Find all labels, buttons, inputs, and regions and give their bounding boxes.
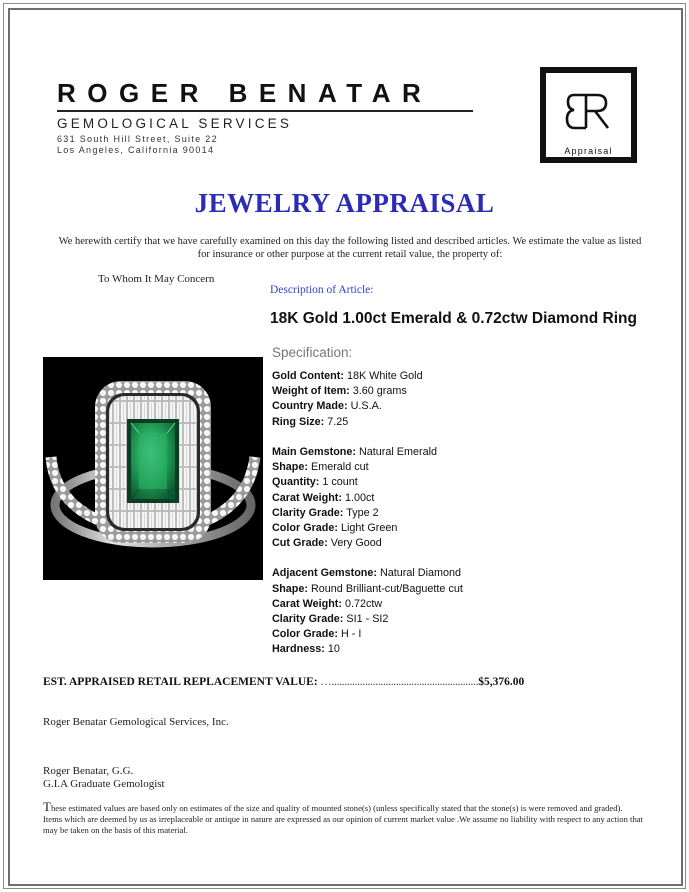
spec-row: Hardness: 10 [272, 643, 340, 656]
specification-list [272, 369, 463, 658]
certification-text: We herewith certify that we have carefully examined on this day the following listed and described articles. We estimate the value as listed for insurance or other purpose at the current retail value, the property of: [58, 236, 642, 260]
disclaimer-text: hese estimated values are based only on estimates of the size and quality of mounted stone(s) (unless specifically stated that the stone(s) is were removed and graded). Items which are deemed by us as irreplaceable or antique in nature are expressed as our opinion of current market value .We assume no liability with respect to any action that may be taken on the basis of this material. [43, 803, 643, 835]
signer-block [43, 765, 165, 791]
spec-row: Cut Grade: Very Good [272, 537, 382, 550]
value-leader-dots: …......................................................... [317, 676, 479, 688]
signer-title: G.I.A Graduate Gemologist [43, 778, 165, 790]
header-rule [57, 110, 473, 112]
spec-row: Shape: Emerald cut [272, 461, 369, 474]
spec-row: Carat Weight: 1.00ct [272, 491, 375, 504]
company-subtitle: GEMOLOGICAL SERVICES [57, 116, 293, 131]
spec-row: Carat Weight: 0.72ctw [272, 597, 383, 610]
logo-label: Appraisal [564, 146, 613, 156]
spec-row: Weight of Item: 3.60 grams [272, 385, 407, 398]
spec-row: Gold Content: 18K White Gold [272, 370, 423, 382]
company-header [57, 78, 473, 156]
company-name: ROGER BENATAR [57, 78, 433, 108]
disclaimer [43, 801, 643, 836]
spec-row: Color Grade: Light Green [272, 521, 398, 534]
value-amount: $5,376.00 [478, 676, 525, 688]
spec-row: Country Made: U.S.A. [272, 400, 382, 413]
value-label: EST. APPRAISED RETAIL REPLACEMENT VALUE: [43, 676, 318, 688]
signer-name: Roger Benatar, G.G. [43, 765, 134, 777]
spec-row: Ring Size: 7.25 [272, 415, 349, 428]
item-title: 18K Gold 1.00ct Emerald & 0.72ctw Diamond Ring [270, 310, 637, 327]
disclaimer-initial: T [43, 799, 51, 814]
ring-image [43, 357, 263, 580]
address-line-1: 631 South Hill Street, Suite 22 [57, 134, 218, 144]
spec-row: Clarity Grade: SI1 - SI2 [272, 613, 389, 625]
br-monogram-icon [564, 91, 614, 133]
spec-row: Shape: Round Brilliant-cut/Baguette cut [272, 582, 463, 595]
spec-row: Color Grade: H - I [272, 628, 362, 641]
company-address [57, 134, 473, 156]
spec-row: Quantity: 1 count [272, 476, 358, 489]
company-signature: Roger Benatar Gemological Services, Inc. [43, 716, 229, 728]
appraised-value-line [43, 676, 524, 688]
ring-photo [43, 357, 263, 580]
address-line-2: Los Angeles, California 90014 [57, 145, 215, 155]
appraisal-logo [540, 67, 637, 163]
recipient: To Whom It May Concern [98, 273, 215, 285]
page-title: JEWELRY APPRAISAL [194, 188, 495, 218]
specification-label: Specification: [272, 345, 353, 360]
spec-row: Main Gemstone: Natural Emerald [272, 445, 438, 458]
spec-row: Adjacent Gemstone: Natural Diamond [272, 567, 462, 580]
spec-row: Clarity Grade: Type 2 [272, 506, 379, 519]
description-label: Description of Article: [270, 284, 374, 296]
